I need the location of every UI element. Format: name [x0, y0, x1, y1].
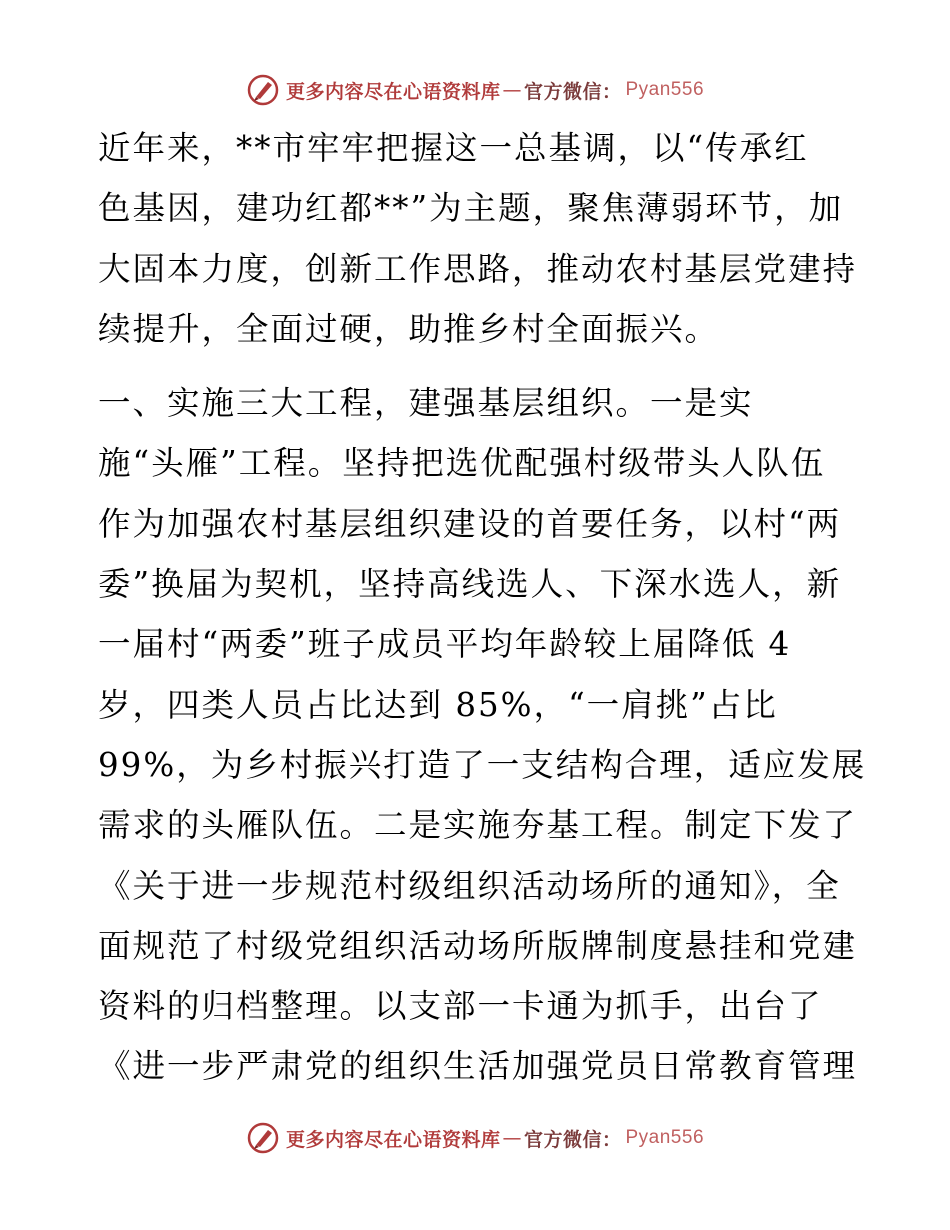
text-line: 作为加强农村基层组织建设的首要任务，以村“两 [98, 504, 842, 543]
text-line: 《进一步严肃党的组织生活加强党员日常教育管理 [98, 1047, 858, 1086]
text-line: 面规范了村级党组织活动场所版牌制度悬挂和党建 [98, 926, 858, 965]
text-line: 岁，四类人员占比达到 85%，“一肩挑”占比 [98, 685, 778, 724]
text-line: 一、实施三大工程，建强基层组织。一是实 [98, 384, 754, 423]
paragraph-intro [98, 118, 858, 359]
text-line: 续提升，全面过硬，助推乡村全面振兴。 [98, 309, 720, 348]
text-line: 大固本力度，创新工作思路，推动农村基层党建持 [98, 249, 858, 288]
text-line: 资料的归档整理。以支部一卡通为抓手，出台了 [98, 987, 823, 1026]
text-line: 99%，为乡村振兴打造了一支结构合理，适应发展 [98, 745, 867, 784]
watermark-wechat-id: Pyan556 [625, 79, 705, 100]
watermark-wechat-label: 官方微信： [523, 80, 622, 103]
watermark-separator: — [502, 1127, 522, 1149]
text-line: 施“头雁”工程。坚持把选优配强村级带头人队伍 [98, 444, 826, 483]
header-watermark [0, 70, 950, 110]
watermark-wechat-id: Pyan556 [625, 1127, 705, 1148]
watermark-wechat-label: 官方微信： [523, 1128, 622, 1151]
pen-logo-icon [246, 73, 280, 107]
text-line: 需求的头雁队伍。二是实施夯基工程。制定下发了 [98, 806, 858, 845]
document-body [98, 118, 867, 1097]
footer-watermark [0, 1118, 950, 1158]
watermark-site-text: 更多内容尽在心语资料库 [285, 80, 501, 103]
paragraph-section-one [98, 373, 867, 1097]
watermark-separator: — [502, 79, 522, 101]
watermark-site-text: 更多内容尽在心语资料库 [285, 1128, 501, 1151]
paragraph-spacer [98, 359, 858, 373]
text-line: 一届村“两委”班子成员平均年龄较上届降低 4 [98, 625, 792, 664]
text-line: 近年来，**市牢牢把握这一总基调，以“传承红 [98, 129, 809, 167]
text-line: 《关于进一步规范村级组织活动场所的通知》，全 [98, 866, 841, 905]
text-line: 委”换届为契机，坚持高线选人、下深水选人，新 [98, 565, 842, 604]
text-line: 色基因，建功红都**”为主题，聚焦薄弱环节，加 [98, 189, 844, 228]
pen-logo-icon [246, 1121, 280, 1155]
